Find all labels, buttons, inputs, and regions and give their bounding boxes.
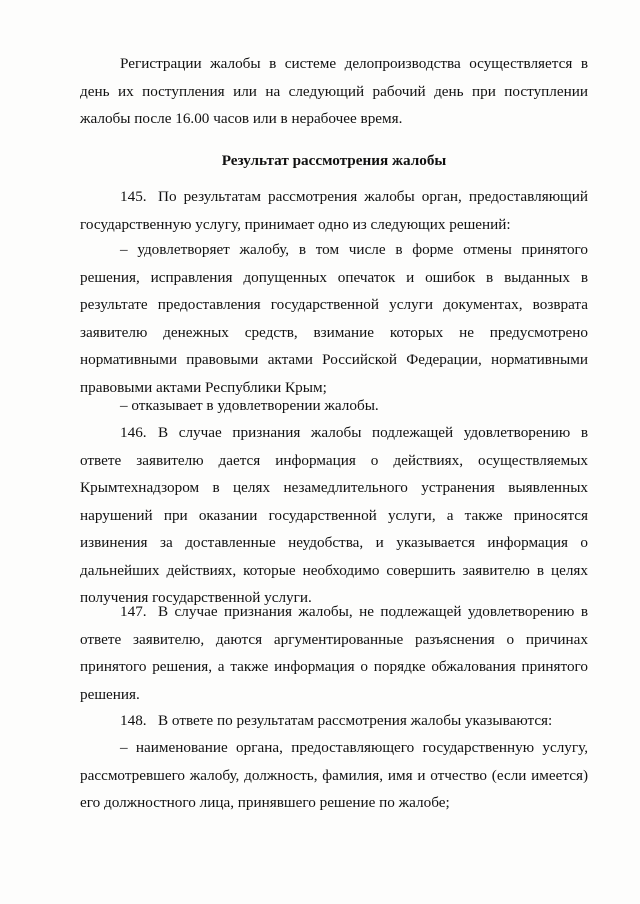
list-item-refuse: – отказывает в удовлетворении жалобы. (120, 397, 379, 414)
section-heading: Результат рассмотрения жалобы (221, 152, 447, 169)
paragraph-145 (80, 183, 588, 238)
paragraph-number: 148. (120, 712, 147, 729)
paragraph-text: По результатам рассмотрения жалобы орган, предоставляющий государственную услугу, принимает одно из следующих решений: (80, 188, 588, 233)
paragraph-text: В ответе по результатам рассмотрения жалобы указываются: (158, 712, 553, 729)
paragraph-148 (80, 707, 588, 735)
list-item-satisfy: – удовлетворяет жалобу, в том числе в форме отмены принятого решения, исправления допущенных опечаток и ошибок в выданных в результате предоставления государственной услуги документах, возврата заявителю денежных средств, взимание которых не предусмотрено нормативными правовыми актами Российской Федерации, нормативными правовыми актами Республики Крым; (80, 241, 588, 396)
paragraph-number: 145. (120, 188, 147, 205)
paragraph-intro: Регистрации жалобы в системе делопроизводства осуществляется в день их поступления или на следующий рабочий день при поступлении жалобы после 16.00 часов или в нерабочее время. (80, 55, 588, 127)
paragraph-number: 147. (120, 603, 147, 620)
paragraph-146 (80, 419, 588, 612)
paragraph-text: В случае признания жалобы подлежащей удовлетворению в ответе заявителю дается информация о действиях, осуществляемых Крымтехнадзором в целях незамедлительного устранения выявленных нарушений при оказании государственной услуги, а также приносятся извинения за доставленные неудобства, и указывается информация о дальнейших действиях, которые необходимо совершить заявителю в целях получения государственной услуги. (80, 424, 588, 606)
paragraph-147 (80, 598, 588, 708)
list-item-response-body: – наименование органа, предоставляющего государственную услугу, рассмотревшего жалобу, должность, фамилия, имя и отчество (если имеется) его должностного лица, принявшего решение по жалобе; (80, 739, 588, 811)
paragraph-number: 146. (120, 424, 147, 441)
paragraph-text: В случае признания жалобы, не подлежащей удовлетворению в ответе заявителю, даются аргументированные разъяснения о причинах принятого решения, а также информация о порядке обжалования принятого решения. (80, 603, 588, 703)
